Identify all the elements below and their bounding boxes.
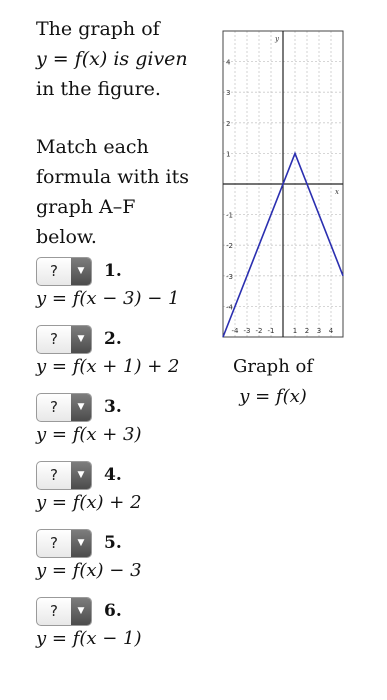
match-item-row <box>36 256 216 286</box>
caption-line-2: y = f(x) <box>239 386 307 407</box>
y-tick-label: -2 <box>226 242 233 251</box>
item-number: 3. <box>104 397 122 417</box>
match-line-1: Match each <box>36 136 149 158</box>
item-formula: y = f(x + 1) + 2 <box>36 356 180 377</box>
graph-caption <box>224 352 322 412</box>
item-number: 6. <box>104 601 122 621</box>
select-value: ? <box>50 534 58 552</box>
match-item-row <box>36 596 216 626</box>
match-item <box>36 596 216 664</box>
y-tick-label: 1 <box>226 150 231 159</box>
item-formula: y = f(x − 1) <box>36 628 142 649</box>
select-value: ? <box>50 398 58 416</box>
x-tick-label: 2 <box>304 327 310 335</box>
instructions-intro <box>36 14 216 104</box>
y-tick-label: -4 <box>226 303 233 312</box>
x-tick-label: -1 <box>267 327 275 335</box>
match-item-row <box>36 324 216 354</box>
match-item <box>36 460 216 528</box>
x-axis-label: x <box>335 188 339 196</box>
graph-select-dropdown[interactable] <box>36 257 92 286</box>
y-tick-label: -1 <box>226 211 233 220</box>
graph-select-dropdown[interactable] <box>36 597 92 626</box>
chevron-down-icon: ▼ <box>71 394 91 421</box>
select-value: ? <box>50 262 58 280</box>
match-item <box>36 392 216 460</box>
graph-select-dropdown[interactable] <box>36 393 92 422</box>
item-formula: y = f(x − 3) − 1 <box>36 288 180 309</box>
chevron-down-icon: ▼ <box>71 462 91 489</box>
chevron-down-icon: ▼ <box>71 258 91 285</box>
match-item-row <box>36 392 216 422</box>
x-tick-label: 3 <box>316 327 322 335</box>
y-tick-label: 3 <box>226 89 231 98</box>
y-tick-label: 4 <box>226 58 231 67</box>
graph-select-dropdown[interactable] <box>36 529 92 558</box>
x-tick-label: -4 <box>231 327 239 335</box>
match-line-4: below. <box>36 226 97 248</box>
intro-line-2: y = f(x) is given <box>36 48 188 70</box>
y-tick-label: -3 <box>226 272 233 281</box>
intro-line-1: The graph of <box>36 18 160 40</box>
match-item <box>36 528 216 596</box>
x-tick-label: 1 <box>292 327 298 335</box>
graph-svg <box>220 28 346 340</box>
item-number: 2. <box>104 329 122 349</box>
chevron-down-icon: ▼ <box>71 598 91 625</box>
match-item <box>36 256 216 324</box>
match-item-row <box>36 528 216 558</box>
intro-line-3: in the figure. <box>36 78 161 100</box>
y-tick-label: 2 <box>226 119 231 128</box>
item-formula: y = f(x + 3) <box>36 424 142 445</box>
item-number: 1. <box>104 261 122 281</box>
chevron-down-icon: ▼ <box>71 326 91 353</box>
y-axis-label: y <box>275 35 279 43</box>
function-graph <box>220 28 346 340</box>
left-panel <box>36 14 216 664</box>
x-tick-label: -3 <box>243 327 251 335</box>
select-value: ? <box>50 330 58 348</box>
caption-line-1: Graph of <box>232 356 314 377</box>
item-number: 5. <box>104 533 122 553</box>
x-tick-label: 4 <box>328 327 334 335</box>
instructions-match <box>36 132 216 252</box>
graph-select-dropdown[interactable] <box>36 461 92 490</box>
select-value: ? <box>50 466 58 484</box>
match-item-row <box>36 460 216 490</box>
item-formula: y = f(x) + 2 <box>36 492 142 513</box>
match-items <box>36 256 216 664</box>
item-formula: y = f(x) − 3 <box>36 560 142 581</box>
item-number: 4. <box>104 465 122 485</box>
match-item <box>36 324 216 392</box>
chevron-down-icon: ▼ <box>71 530 91 557</box>
select-value: ? <box>50 602 58 620</box>
x-tick-label: -2 <box>255 327 263 335</box>
match-line-3: graph A–F <box>36 196 136 218</box>
graph-select-dropdown[interactable] <box>36 325 92 354</box>
match-line-2: formula with its <box>36 166 189 188</box>
